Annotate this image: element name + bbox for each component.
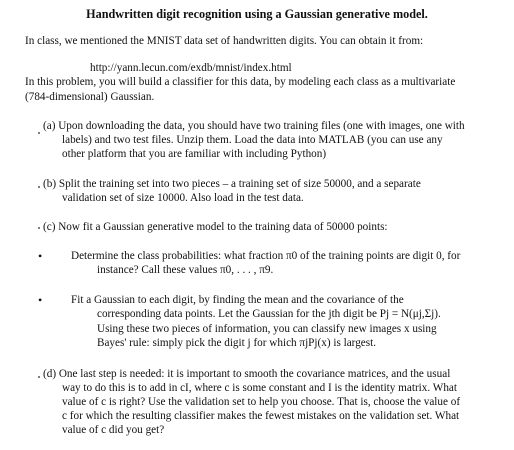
part-b-marker [38,186,40,188]
part-d-line-1: (d) One last step is needed: it is important to smooth the covariance matrices, and the usual [43,368,451,380]
part-c-marker [38,227,40,229]
part-a-line-3: other platform that you are familiar with including Python) [62,148,327,160]
part-d-line-5: value of c did you get? [62,424,165,436]
bullet-2-line-4: Bayes' rule: simply pick the digit j for which πjPj(x) is largest. [97,337,377,349]
part-a-line-1: (a) Upon downloading the data, you should have two training files (one with images, one with [43,120,465,132]
part-b-line-2: validation set of size 10000. Also load in the test data. [62,192,304,204]
part-c-line-1: (c) Now fit a Gaussian generative model to the training data of 50000 points: [43,221,388,233]
part-d-line-2: way to do this is to add in cI, where c is some constant and I is the identity matrix. What [62,382,458,394]
problem-line-1: In this problem, you will build a classifier for this data, by modeling each class as a multivariate [25,76,456,88]
bullet-2-line-2: corresponding data points. Let the Gaussian for the jth digit be Pj = N(μj,Σj). [97,308,441,320]
bullet-1-symbol: • [38,249,43,263]
bullet-1-line-2: instance? Call these values π0, . . . , π9. [97,264,274,276]
document-title: Handwritten digit recognition using a Gaussian generative model. [86,7,428,21]
data-url: http://yann.lecun.com/exdb/mnist/index.html [90,62,292,74]
part-a-marker [38,132,40,134]
part-a-line-2: labels) and two test files. Unzip them. Load the data into MATLAB (you can use any [62,134,443,146]
bullet-1-line-1: Determine the class probabilities: what fraction π0 of the training points are digit 0, for [71,250,461,262]
bullet-2-symbol: • [38,293,43,307]
bullet-2-line-3: Using these two pieces of information, you can classify new images x using [97,323,437,335]
part-b-line-1: (b) Split the training set into two pieces – a training set of size 50000, and a separate [43,178,421,190]
part-d-line-3: value of c is right? Use the validation set to help you choose. That is, choose the value of [62,396,461,408]
bullet-2-line-1: Fit a Gaussian to each digit, by finding the mean and the covariance of the [71,294,404,306]
problem-line-2: (784-dimensional) Gaussian. [25,91,155,103]
part-d-marker [38,376,40,378]
intro-line: In class, we mentioned the MNIST data set of handwritten digits. You can obtain it from: [25,35,424,47]
part-d-line-4: c for which the resulting classifier makes the fewest mistakes on the validation set. What [62,410,460,422]
